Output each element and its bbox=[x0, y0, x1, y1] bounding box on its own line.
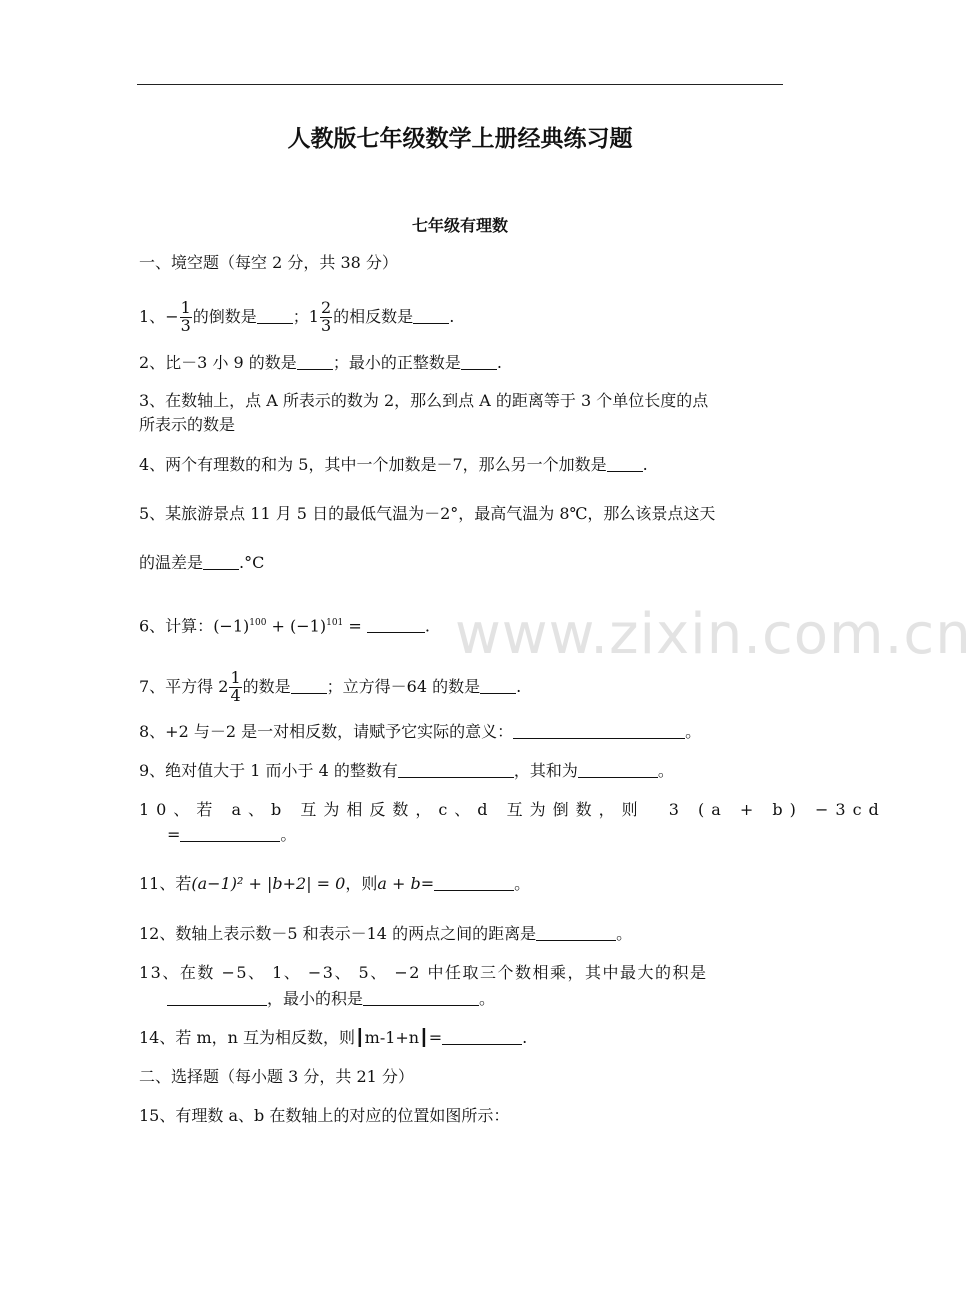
answer-blank bbox=[513, 722, 685, 739]
question-12: 12、数轴上表示数－5 和表示－14 的两点之间的距离是 。 bbox=[139, 924, 633, 943]
answer-blank bbox=[413, 307, 449, 324]
answer-blank bbox=[578, 761, 658, 778]
answer-blank bbox=[461, 353, 497, 370]
section-choice-heading: 二、选择题（每小题 3 分，共 21 分） bbox=[139, 1067, 414, 1086]
question-15: 15、有理数 a、b 在数轴上的对应的位置如图所示： bbox=[139, 1106, 510, 1125]
answer-blank bbox=[363, 989, 479, 1006]
question-5-line-1: 5、某旅游景点 11 月 5 日的最低气温为－2°，最高气温为 8℃，那么该景点这天 bbox=[139, 504, 716, 523]
question-14: 14、若 m，n 互为相反数，则┃m-1+n┃= . bbox=[139, 1028, 528, 1047]
fraction: $\frac{2}{3}$ bbox=[320, 298, 332, 335]
question-3-line-1: 3、在数轴上，点 A 所表示的数为 2，那么到点 A 的距离等于 3 个单位长度的点 bbox=[139, 391, 709, 410]
answer-blank bbox=[434, 874, 514, 891]
question-2: 2、比－3 小 9 的数是 ；最小的正整数是 . bbox=[139, 353, 502, 372]
header-rule bbox=[137, 84, 783, 85]
watermark: www.zixin.com.cn bbox=[455, 602, 972, 667]
question-6: 6、计算：$(-1)^{100} + (-1)^{101}$ = . bbox=[139, 616, 430, 636]
answer-blank bbox=[398, 761, 514, 778]
question-10-line-1: 10、若 a、b 互为相反数，c、d 互为倒数，则 3 (a + b) −3cd bbox=[139, 800, 886, 819]
answer-blank bbox=[480, 677, 516, 694]
fraction: $\frac{1}{4}$ bbox=[230, 668, 241, 705]
answer-blank bbox=[203, 553, 239, 570]
question-4: 4、两个有理数的和为 5，其中一个加数是－7，那么另一个加数是 . bbox=[139, 455, 648, 474]
answer-blank bbox=[536, 924, 616, 941]
answer-blank bbox=[291, 677, 327, 694]
question-7: 7、平方得 2 $\frac{1}{4}$ 的数是 ；立方得－64 的数是 . bbox=[139, 668, 522, 705]
question-10-line-2: = 。 bbox=[167, 825, 297, 844]
question-5-line-2: 的温差是 .°C bbox=[139, 553, 265, 572]
question-1: 1、− $\frac{1}{3}$ 的倒数是 ；1 $\frac{2}{3}$ 的相反数是 . bbox=[139, 298, 455, 335]
section-fill-in-heading: 一、境空题（每空 2 分，共 38 分） bbox=[139, 253, 398, 272]
question-3-line-2: 所表示的数是 bbox=[139, 415, 236, 434]
question-13-line-2: ，最小的积是 。 bbox=[167, 988, 811, 1010]
answer-blank bbox=[367, 616, 425, 633]
question-8: 8、+2 与－2 是一对相反数，请赋予它实际的意义： 。 bbox=[139, 722, 702, 741]
answer-blank bbox=[297, 353, 333, 370]
answer-blank bbox=[167, 989, 267, 1006]
question-13-line-1: 13、在数 −5、 1、 −3、 5、 −2 中任取三个数相乘，其中最大的积是 bbox=[139, 963, 708, 982]
answer-blank bbox=[180, 825, 280, 842]
question-11: 11、若(a−1)² + |b+2| = 0，则a + b= 。 bbox=[139, 874, 531, 893]
answer-blank bbox=[442, 1028, 522, 1045]
page-title: 人教版七年级数学上册经典练习题 bbox=[287, 126, 633, 152]
question-9: 9、绝对值大于 1 而小于 4 的整数有 ，其和为 。 bbox=[139, 761, 674, 780]
answer-blank bbox=[257, 307, 293, 324]
fraction: $\frac{1}{3}$ bbox=[180, 298, 191, 335]
answer-blank bbox=[607, 455, 643, 472]
section-subtitle: 七年级有理数 bbox=[411, 216, 508, 235]
